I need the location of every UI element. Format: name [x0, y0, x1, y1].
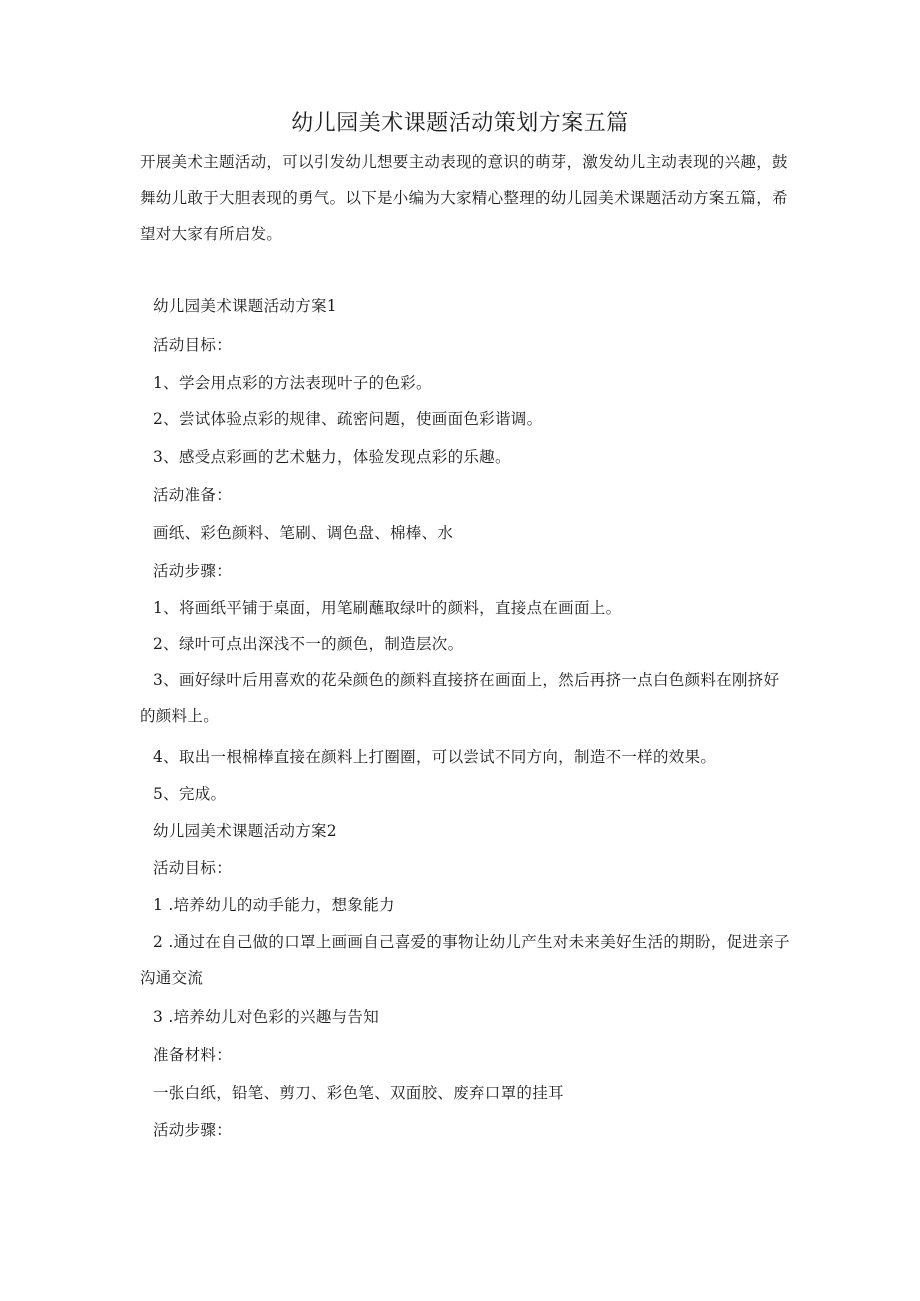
plan1-step-1: 1、将画纸平铺于桌面，用笔刷蘸取绿叶的颜料，直接点在画面上。 — [153, 599, 622, 617]
plan2-materials-label: 准备材料： — [153, 1046, 233, 1064]
plan1-goal-3: 3、感受点彩画的艺术魅力，体验发现点彩的乐趣。 — [153, 448, 511, 466]
plan2-goal-2: 2 .通过在自己做的口罩上画画自己喜爱的事物让幼儿产生对未来美好生活的期盼，促进亲子沟通交流 — [140, 933, 790, 987]
plan2-goals-label: 活动目标： — [153, 859, 233, 877]
plan2-goal-1: 1 .培养幼儿的动手能力，想象能力 — [153, 896, 395, 914]
plan1-prep-label: 活动准备： — [153, 486, 233, 504]
plan1-step-4: 4、取出一根棉棒直接在颜料上打圈圈，可以尝试不同方向，制造不一样的效果。 — [153, 748, 717, 766]
plan1-step-3: 3、画好绿叶后用喜欢的花朵颜色的颜料直接挤在画面上，然后再挤一点白色颜料在刚挤好的颜料上。 — [140, 671, 780, 725]
plan1-steps-label: 活动步骤： — [153, 562, 233, 580]
plan1-step-5: 5、完成。 — [153, 785, 227, 803]
plan2-heading: 幼儿园美术课题活动方案2 — [153, 822, 337, 840]
plan1-heading: 幼儿园美术课题活动方案1 — [153, 297, 337, 315]
plan2-goal-3: 3 .培养幼儿对色彩的兴趣与告知 — [153, 1008, 380, 1026]
plan1-goal-1: 1、学会用点彩的方法表现叶子的色彩。 — [153, 374, 432, 392]
plan1-step-2: 2、绿叶可点出深浅不一的颜色，制造层次。 — [153, 635, 464, 653]
plan1-goals-label: 活动目标： — [153, 336, 233, 354]
plan1-goal-2: 2、尝试体验点彩的规律、疏密问题，使画面色彩谐调。 — [153, 410, 543, 428]
intro-paragraph: 开展美术主题活动，可以引发幼儿想要主动表现的意识的萌芽，激发幼儿主动表现的兴趣，鼓舞幼儿敢于大胆表现的勇气。以下是小编为大家精心整理的幼儿园美术课题活动方案五篇，希望对大家有所启发。 — [140, 153, 788, 243]
page-title: 幼儿园美术课题活动策划方案五篇 — [291, 111, 629, 136]
plan1-prep-items: 画纸、彩色颜料、笔刷、调色盘、棉棒、水 — [153, 524, 454, 542]
plan2-materials-items: 一张白纸，铅笔、剪刀、彩色笔、双面胶、废弃口罩的挂耳 — [153, 1084, 564, 1102]
plan2-steps-label: 活动步骤： — [153, 1121, 233, 1139]
